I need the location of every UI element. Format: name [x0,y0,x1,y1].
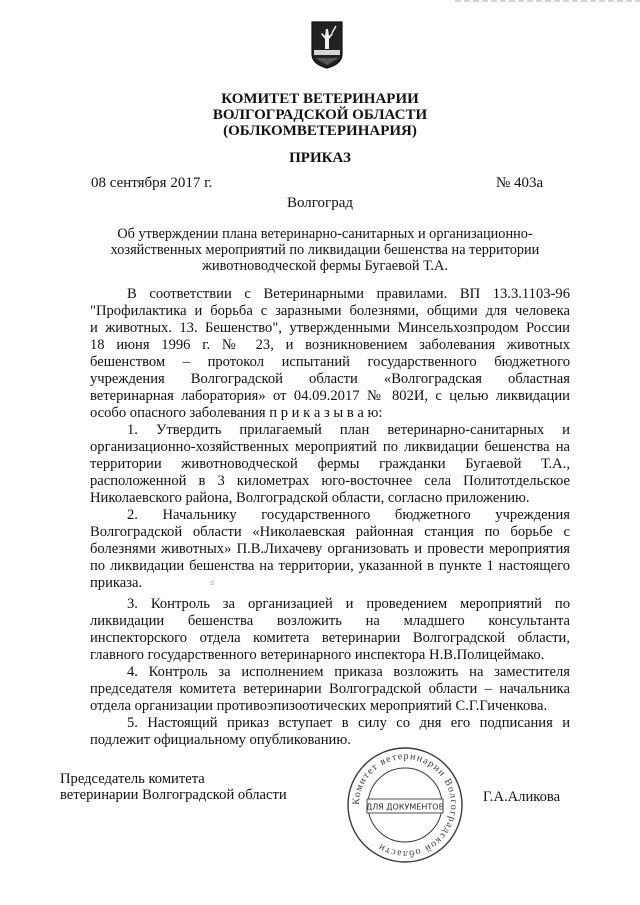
body-line: Николаевского района, Волгоградской области, согласно приложению. [90,490,530,506]
body-line: Волгоградской области «Николаевская районная станция по борьбе с [90,524,570,540]
signatory-title-line2: ветеринарии Волгоградской области [60,786,287,803]
stamp-center-text: ДЛЯ ДОКУМЕНТОВ [365,802,445,812]
document-subject: Об утверждении плана ветеринарно-санитарных и организационно-хозяйственных мероприятий по ликвидации бешенства на территории животноводческой фермы Бугаевой Т.А. [110,226,540,274]
body-line: приказа. [90,575,143,591]
document-number: № 403а [496,175,544,191]
signatory-title [60,772,287,803]
body-line: председателя комитета ветеринарии Волгоградской области – начальника [90,681,570,697]
body-line: 1. Утвердить прилагаемый план ветеринарно-санитарных и [127,422,570,438]
signatory-name: Г.А.Аликова [483,789,561,805]
stamp-outer-text: Комитет ветеринарии Волгоградской области [350,750,460,860]
scan-mark: ≤ [210,578,215,587]
body-line: болезнями животных» П.В.Лихачеву организовать и провести мероприятия [90,541,570,557]
volgograd-emblem-icon [310,20,344,70]
body-line: и животных. 13. Бешенство", утвержденными Минсельхозпродом России [90,320,570,336]
body-line: 18 июня 1996 г. № 23, и возникновением заболевания животных [90,337,570,353]
body-line: главного государственного ветеринарного инспектора Н.В.Полицеймако. [90,647,545,663]
body-line: территории животноводческой фермы гражданки Бугаевой Т.А., [90,456,570,472]
body-line: особо опасного заболевания п р и к а з ы в а ю: [90,405,383,421]
body-line: бешенством – протокол испытаний государственного бюджетного [90,354,570,370]
body-line: отдела организации противоэпизоотических мероприятий С.Г.Гиченкова. [90,698,548,714]
body-line: ликвидации бешенства возложить на младшего консультанта [90,613,570,629]
body-line: 5. Настоящий приказ вступает в силу со дня его подписания и [127,715,570,731]
body-line: подлежит официальному опубликованию. [90,732,351,748]
body-line: 3. Контроль за организацией и проведением мероприятий по [127,596,570,612]
official-stamp-icon [345,745,465,865]
body-line: организационно-хозяйственных мероприятий по ликвидации бешенства на [90,439,570,455]
org-name-line3: (ОБЛКОМВЕТЕРИНАРИЯ) [223,123,417,139]
body-line: 2. Начальнику государственного бюджетного учреждения [127,507,570,523]
body-line: по ликвидации бешенства на территории, указанной в пункте 1 настоящего [90,558,570,574]
document-type: ПРИКАЗ [289,150,351,166]
body-line: инспекторского отдела комитета ветеринарии Волгоградской области, [90,630,570,646]
body-line: "Профилактика и борьба с заразными болезнями, общими для человека [90,303,570,319]
body-line: В соответствии с Ветеринарными правилами. ВП 13.3.1103-96 [127,286,570,302]
org-name-line2: ВОЛГОГРАДСКОЙ ОБЛАСТИ [212,107,428,123]
body-line: ветеринарная лаборатория» от 04.09.2017 № 802И, с целью ликвидации [90,388,570,404]
document-city: Волгоград [286,195,353,211]
signatory-title-line1: Председатель комитета [60,771,205,787]
document-date: 08 сентября 2017 г. [91,175,213,191]
body-line: 4. Контроль за исполнением приказа возложить на заместителя [127,664,570,680]
body-line: учреждения Волгоградской области «Волгоградская областная [90,371,570,387]
scan-artifact [455,0,640,3]
org-name-line1: КОМИТЕТ ВЕТЕРИНАРИИ [221,91,419,107]
body-line: расположенной в 3 километрах юго-восточнее села Политотдельское [90,473,570,489]
